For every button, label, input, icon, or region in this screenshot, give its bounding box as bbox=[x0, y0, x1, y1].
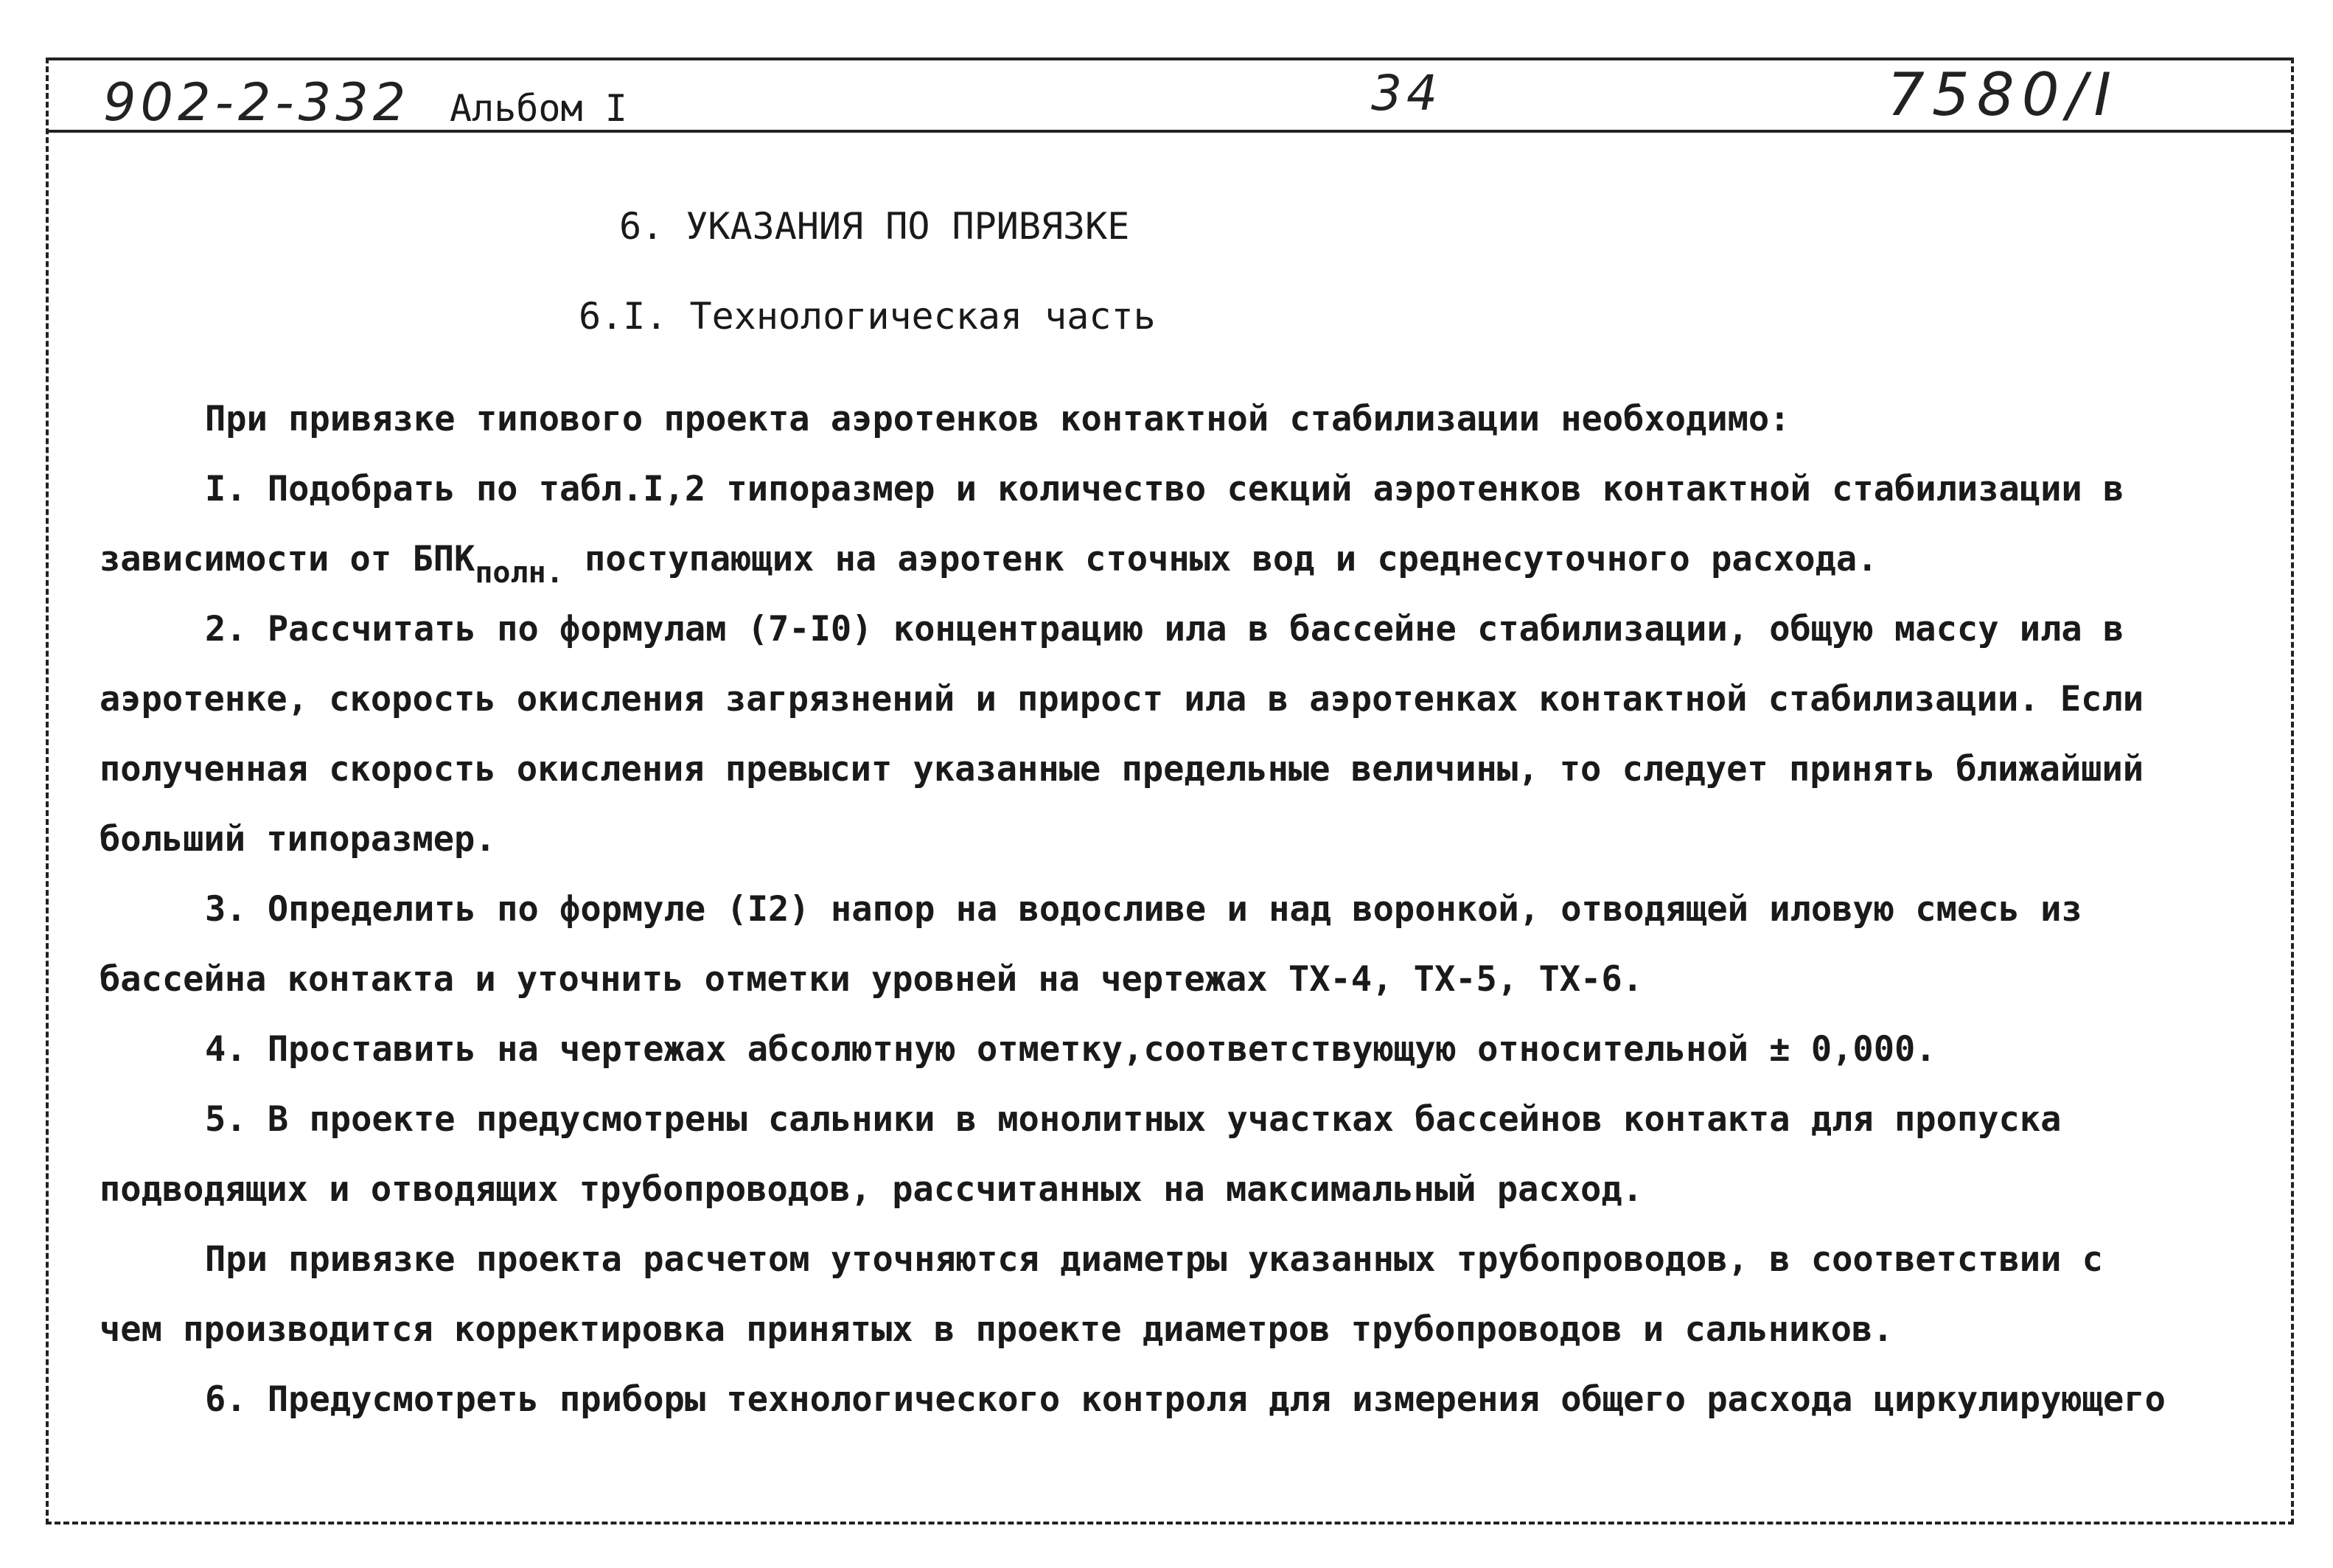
text-line: При привязке проекта расчетом уточняются диаметры указанных трубопроводов, в соответствии с bbox=[205, 1239, 2103, 1280]
document-code: 902-2-332 bbox=[103, 72, 411, 133]
text-line: подводящих и отводящих трубопроводов, рассчитанных на максимальный расход. bbox=[100, 1169, 1643, 1210]
section-title: 6. УКАЗАНИЯ ПО ПРИВЯЗКЕ bbox=[619, 205, 1130, 248]
text-line: I. Подобрать по табл.I,2 типоразмер и количество секций аэротенков контактной стабилизации в bbox=[205, 469, 2124, 509]
text-line: больший типоразмер. bbox=[100, 819, 496, 860]
text-line bbox=[100, 539, 1878, 590]
text-line: полученная скорость окисления превысит указанные предельные величины, то следует принять ближайший bbox=[100, 749, 2144, 790]
text-line: аэротенке, скорость окисления загрязнений и прирост ила в аэротенках контактной стабилизации. Если bbox=[100, 679, 2144, 719]
text-fragment: зависимости от БПК bbox=[100, 539, 475, 579]
text-fragment: поступающих на аэротенк сточных вод и среднесуточного расхода. bbox=[563, 539, 1878, 579]
text-line: 4. Проставить на чертежах абсолютную отметку,соответствующую относительной ± 0,000. bbox=[205, 1029, 1936, 1070]
text-line: 3. Определить по формуле (I2) напор на водосливе и над воронкой, отводящей иловую смесь из bbox=[205, 889, 2082, 930]
text-line: чем производится корректировка принятых в проекте диаметров трубопроводов и сальников. bbox=[100, 1309, 1894, 1350]
subscript: полн. bbox=[475, 556, 564, 590]
text-line: 5. В проекте предусмотрены сальники в монолитных участках бассейнов контакта для пропуска bbox=[205, 1099, 2062, 1140]
section-subtitle: 6.I. Технологическая часть bbox=[579, 295, 1156, 338]
sheet-id: 7580/I bbox=[1887, 60, 2119, 129]
text-line: 6. Предусмотреть приборы технологического контроля для измерения общего расхода циркулирующего bbox=[205, 1379, 2166, 1420]
page-frame bbox=[46, 58, 2294, 1525]
page-number: 34 bbox=[1371, 65, 1442, 122]
album-label: Альбом I bbox=[450, 87, 627, 130]
text-line: 2. Рассчитать по формулам (7-I0) концентрацию ила в бассейне стабилизации, общую массу ила в bbox=[205, 609, 2124, 649]
text-line: бассейна контакта и уточнить отметки уровней на чертежах ТХ-4, ТХ-5, ТХ-6. bbox=[100, 959, 1643, 1000]
text-line: При привязке типового проекта аэротенков контактной стабилизации необходимо: bbox=[205, 399, 1790, 439]
